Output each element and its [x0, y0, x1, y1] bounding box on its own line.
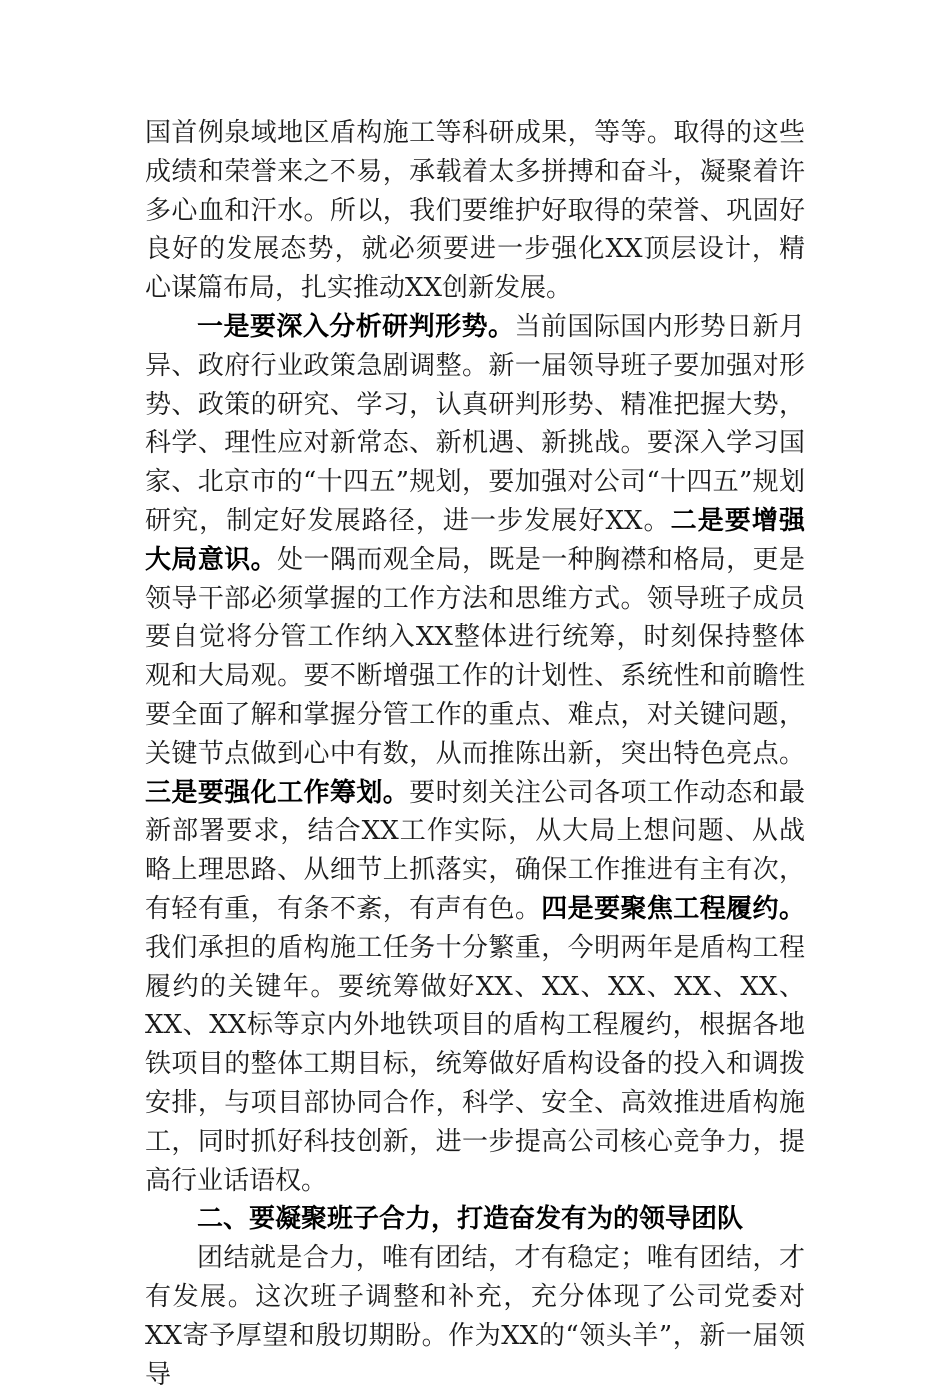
point-2-text: 处一隅而观全局，既是一种胸襟和格局，更是领导干部必须掌握的工作方法和思维方式。领导班子成员要自觉将分管工作纳入XX整体进行统筹，时刻保持整体观和大局观。要不断增强工作的计划性、系统性和前瞻性要全面了解和掌握分管工作的重点、难点，对关键问题，关键节点做到心中有数，从而推陈出新，突出特色亮点。	[145, 544, 805, 769]
section-2-heading: 二、要凝聚班子合力，打造奋发有为的领导团队	[197, 1204, 744, 1235]
section-2-paragraph: 团结就是合力，唯有团结，才有稳定；唯有团结，才有发展。这次班子调整和补充，充分体现了公司党委对XX寄予厚望和殷切期盼。作为XX的“领头羊”，新一届领导	[145, 1243, 805, 1390]
point-1-text: 当前国际国内形势日新月异、政府行业政策急剧调整。新一届领导班子要加强对形势、政策的研究、学习，认真研判形势、精准把握大势，科学、理性应对新常态、新机遇、新挑战。要深入学习国家、北京市的“十四五”规划，要加强对公司“十四五”规划研究，制定好发展路径，进一步发展好XX。	[145, 311, 805, 536]
point-3-heading: 三是要强化工作筹划。	[145, 777, 410, 808]
point-2-heading: 二是要增强大局意识。	[145, 505, 805, 575]
document-page	[145, 114, 805, 1394]
point-4-heading: 四是要聚焦工程履约。	[541, 893, 805, 924]
paragraph-continued: 国首例泉域地区盾构施工等科研成果，等等。取得的这些成绩和荣誉来之不易，承载着太多拼搏和奋斗，凝聚着许多心血和汗水。所以，我们要维护好取得的荣誉、巩固好良好的发展态势，就必须要进一步强化XX顶层设计，精心谋篇布局，扎实推动XX创新发展。	[145, 118, 805, 304]
point-4-text: 我们承担的盾构施工任务十分繁重，今明两年是盾构工程履约的关键年。要统筹做好XX、XX、XX、XX、XX、XX、XX标等京内外地铁项目的盾构工程履约，根据各地铁项目的整体工期目标，统筹做好盾构设备的投入和调拨安排，与项目部协同合作，科学、安全、高效推进盾构施工，同时抓好科技创新，进一步提高公司核心竞争力，提高行业话语权。	[145, 932, 805, 1196]
paragraph-key-points	[145, 308, 805, 1200]
point-3-text: 要时刻关注公司各项工作动态和最新部署要求，结合XX工作实际，从大局上想问题、从战略上理思路、从细节上抓落实，确保工作推进有主有次，有轻有重，有条不紊，有声有色。	[145, 777, 805, 924]
point-1-heading: 一是要深入分析研判形势。	[197, 311, 515, 342]
